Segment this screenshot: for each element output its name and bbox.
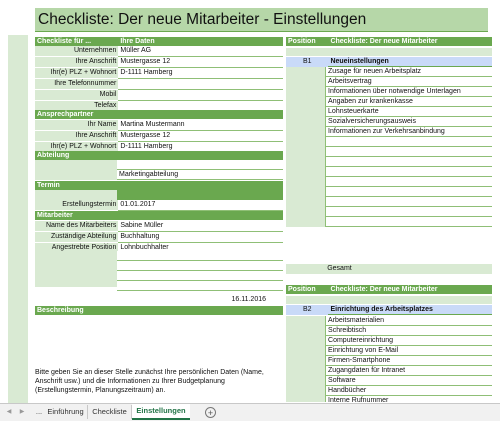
left-strip — [8, 35, 28, 403]
position-cell — [286, 157, 325, 167]
field-label: Unternehmen — [35, 46, 118, 56]
list-item — [286, 107, 492, 117]
checklist-item[interactable]: Angaben zur krankenkasse — [325, 97, 492, 107]
checklist-item[interactable]: Zugangdaten für Intranet — [325, 366, 492, 376]
tab-checkliste[interactable]: Checkliste — [88, 405, 132, 419]
field-label: Name des Mitarbeiters — [35, 221, 118, 231]
description-text: Bitte geben Sie an dieser Stelle zunächst Ihre persönlichen Daten (Name, Anschrift usw.) und die Informationen zu Ihrer Budgetplanung (Erstellungstermin, Planungszeitraum) an. — [35, 369, 264, 394]
employee-table — [35, 221, 283, 254]
title-bar — [35, 8, 488, 32]
creation-date-value[interactable]: 01.01.2017 — [118, 200, 283, 211]
position-cell — [286, 336, 325, 346]
position-cell — [286, 67, 325, 77]
data-row — [35, 232, 283, 243]
description-header: Beschreibung — [35, 306, 283, 315]
employee-blank — [35, 251, 283, 287]
field-label: Telefax — [35, 101, 118, 111]
checklist-item[interactable] — [325, 177, 492, 187]
department-value[interactable]: Marketingabteilung — [117, 160, 283, 180]
field-label: Angestrebte Position — [35, 243, 118, 253]
list-item — [286, 326, 492, 336]
list-item — [286, 177, 492, 187]
field-value[interactable] — [118, 90, 283, 101]
list-item — [286, 207, 492, 217]
position-cell — [286, 147, 325, 157]
checklist-item[interactable]: Computereinrichtung — [325, 336, 492, 346]
list-item — [286, 87, 492, 97]
contact-header: Ansprechpartner — [35, 110, 283, 119]
date-section — [35, 190, 283, 211]
field-label: Ihre Anschrift — [35, 131, 118, 141]
field-value[interactable]: D-1111 Hamberg — [118, 142, 283, 153]
field-label: Ihre Anschrift — [35, 57, 118, 67]
field-label: Ihr Name — [35, 120, 118, 130]
block1-spacer — [286, 48, 492, 56]
list-item — [286, 366, 492, 376]
own-data-section — [35, 37, 283, 46]
field-value[interactable]: Buchhaltung — [118, 232, 283, 243]
checklist-item[interactable]: Arbeitsmaterialien — [325, 316, 492, 326]
sheet-tab-bar — [0, 403, 500, 421]
block2-title: Einrichtung des Arbeitsplatzes — [328, 305, 492, 315]
department-label-cell — [35, 160, 117, 180]
position-cell — [286, 326, 325, 336]
field-value[interactable]: Martina Mustermann — [118, 120, 283, 131]
checklist-item[interactable] — [325, 187, 492, 197]
tab-ellipsis[interactable]: ... — [35, 407, 43, 416]
position-cell — [286, 87, 325, 97]
block1-title-row — [286, 57, 492, 67]
position-cell — [286, 187, 325, 197]
list-item — [286, 346, 492, 356]
list-item — [286, 356, 492, 366]
checklist-item[interactable]: Interne Rufnummer — [325, 396, 492, 402]
field-value[interactable]: Sabine Müller — [118, 221, 283, 232]
list-item — [286, 217, 492, 227]
data-row — [35, 79, 283, 90]
checklist-item[interactable] — [325, 147, 492, 157]
field-value[interactable] — [118, 79, 283, 90]
position-cell — [286, 197, 325, 207]
field-value[interactable]: Lohnbuchhalter — [118, 243, 283, 254]
checklist-item[interactable]: Sozialversicherungsausweis — [325, 117, 492, 127]
checklist-item[interactable]: Arbeitsvertrag — [325, 77, 492, 87]
list-item — [286, 167, 492, 177]
position-cell — [286, 366, 325, 376]
date-header: Termin — [35, 181, 283, 190]
header-checklist-for: Checkliste für ... — [35, 37, 118, 46]
list-item — [286, 316, 492, 326]
tab-einstellungen[interactable]: Einstellungen — [132, 404, 190, 420]
checklist-item[interactable]: Lohnsteuerkarte — [325, 107, 492, 117]
position-cell — [286, 167, 325, 177]
list-item — [286, 77, 492, 87]
position-cell — [286, 217, 325, 227]
position-cell — [286, 316, 325, 326]
field-label: Zuständige Abteilung — [35, 232, 118, 242]
tab-scroll-next-icon[interactable]: ▶ — [19, 409, 25, 415]
tab-einfuehrung[interactable]: Einführung — [44, 405, 88, 419]
field-value[interactable]: Mustergasse 12 — [118, 131, 283, 142]
checklist-item[interactable] — [325, 167, 492, 177]
field-label: Ihr(e) PLZ + Wohnort — [35, 68, 118, 78]
block1-total: Gesamt — [325, 264, 492, 274]
field-label: Ihre Telefonnummer — [35, 79, 118, 89]
field-label: Mobil — [35, 90, 118, 100]
data-row — [35, 46, 283, 57]
own-data-table — [35, 46, 283, 112]
add-sheet-icon[interactable]: + — [205, 407, 216, 418]
page-title: Checkliste: Der neue Mitarbeiter - Einstellungen — [38, 11, 367, 28]
tab-scroll-prev-icon[interactable]: ◀ — [6, 409, 12, 415]
block1-items — [286, 67, 492, 227]
header-your-data: Ihre Daten — [118, 37, 283, 46]
checklist-item[interactable]: Einrichtung von E-Mail — [325, 346, 492, 356]
position-cell — [286, 107, 325, 117]
list-item — [286, 127, 492, 137]
position-cell — [286, 207, 325, 217]
block1-title: Neueinstellungen — [328, 57, 492, 67]
position-cell — [286, 117, 325, 127]
data-row — [35, 120, 283, 131]
position-cell — [286, 356, 325, 366]
block1-header: Position Checkliste: Der neue Mitarbeiter — [286, 37, 492, 46]
checklist-item[interactable] — [325, 137, 492, 147]
list-item — [286, 386, 492, 396]
list-item — [286, 157, 492, 167]
field-label: Ihr(e) PLZ + Wohnort — [35, 142, 118, 152]
checklist-item[interactable]: Software — [325, 376, 492, 386]
checklist-item[interactable] — [325, 157, 492, 167]
date-stamp: 16.11.2016 — [231, 296, 266, 303]
creation-date-label: Erstellungstermin — [35, 200, 118, 210]
position-cell — [286, 376, 325, 386]
checklist-item[interactable]: Zusage für neuen Arbeitsplatz — [325, 67, 492, 77]
block1-code: B1 — [286, 57, 328, 67]
checklist-item[interactable] — [325, 217, 492, 227]
department-row — [35, 160, 283, 180]
block2-spacer — [286, 296, 492, 304]
position-cell — [286, 396, 325, 402]
list-item — [286, 67, 492, 77]
list-item — [286, 396, 492, 402]
block2-title-row — [286, 305, 492, 315]
position-cell — [286, 177, 325, 187]
block2-code: B2 — [286, 305, 328, 315]
field-value[interactable]: Mustergasse 12 — [118, 57, 283, 68]
block2-items — [286, 316, 492, 402]
data-row — [35, 57, 283, 68]
checklist-item[interactable] — [325, 207, 492, 217]
position-cell — [286, 137, 325, 147]
position-cell — [286, 346, 325, 356]
employee-header: Mitarbeiter — [35, 211, 283, 220]
list-item — [286, 117, 492, 127]
list-item — [286, 97, 492, 107]
checklist-item[interactable]: Informationen zur Verkehrsanbindung — [325, 127, 492, 137]
list-item — [286, 197, 492, 207]
department-header: Abteilung — [35, 151, 283, 160]
data-row — [35, 90, 283, 101]
list-item — [286, 336, 492, 346]
position-cell — [286, 127, 325, 137]
checklist-item[interactable]: Firmen-Smartphone — [325, 356, 492, 366]
checklist-item[interactable]: Handbücher — [325, 386, 492, 396]
checklist-item[interactable]: Schreibtisch — [325, 326, 492, 336]
contact-table — [35, 120, 283, 153]
list-item — [286, 147, 492, 157]
data-row — [35, 131, 283, 142]
block2-header: Position Checkliste: Der neue Mitarbeiter — [286, 285, 492, 294]
field-value[interactable]: D-1111 Hamberg — [118, 68, 283, 79]
checklist-item[interactable]: Informationen über notwendige Unterlagen — [325, 87, 492, 97]
list-item — [286, 137, 492, 147]
data-row — [35, 68, 283, 79]
field-value[interactable]: Müller AG — [118, 46, 283, 57]
position-cell — [286, 97, 325, 107]
data-row — [35, 221, 283, 232]
block1-total-row — [286, 264, 492, 274]
position-cell — [286, 386, 325, 396]
checklist-item[interactable] — [325, 197, 492, 207]
list-item — [286, 376, 492, 386]
position-cell — [286, 77, 325, 87]
list-item — [286, 187, 492, 197]
